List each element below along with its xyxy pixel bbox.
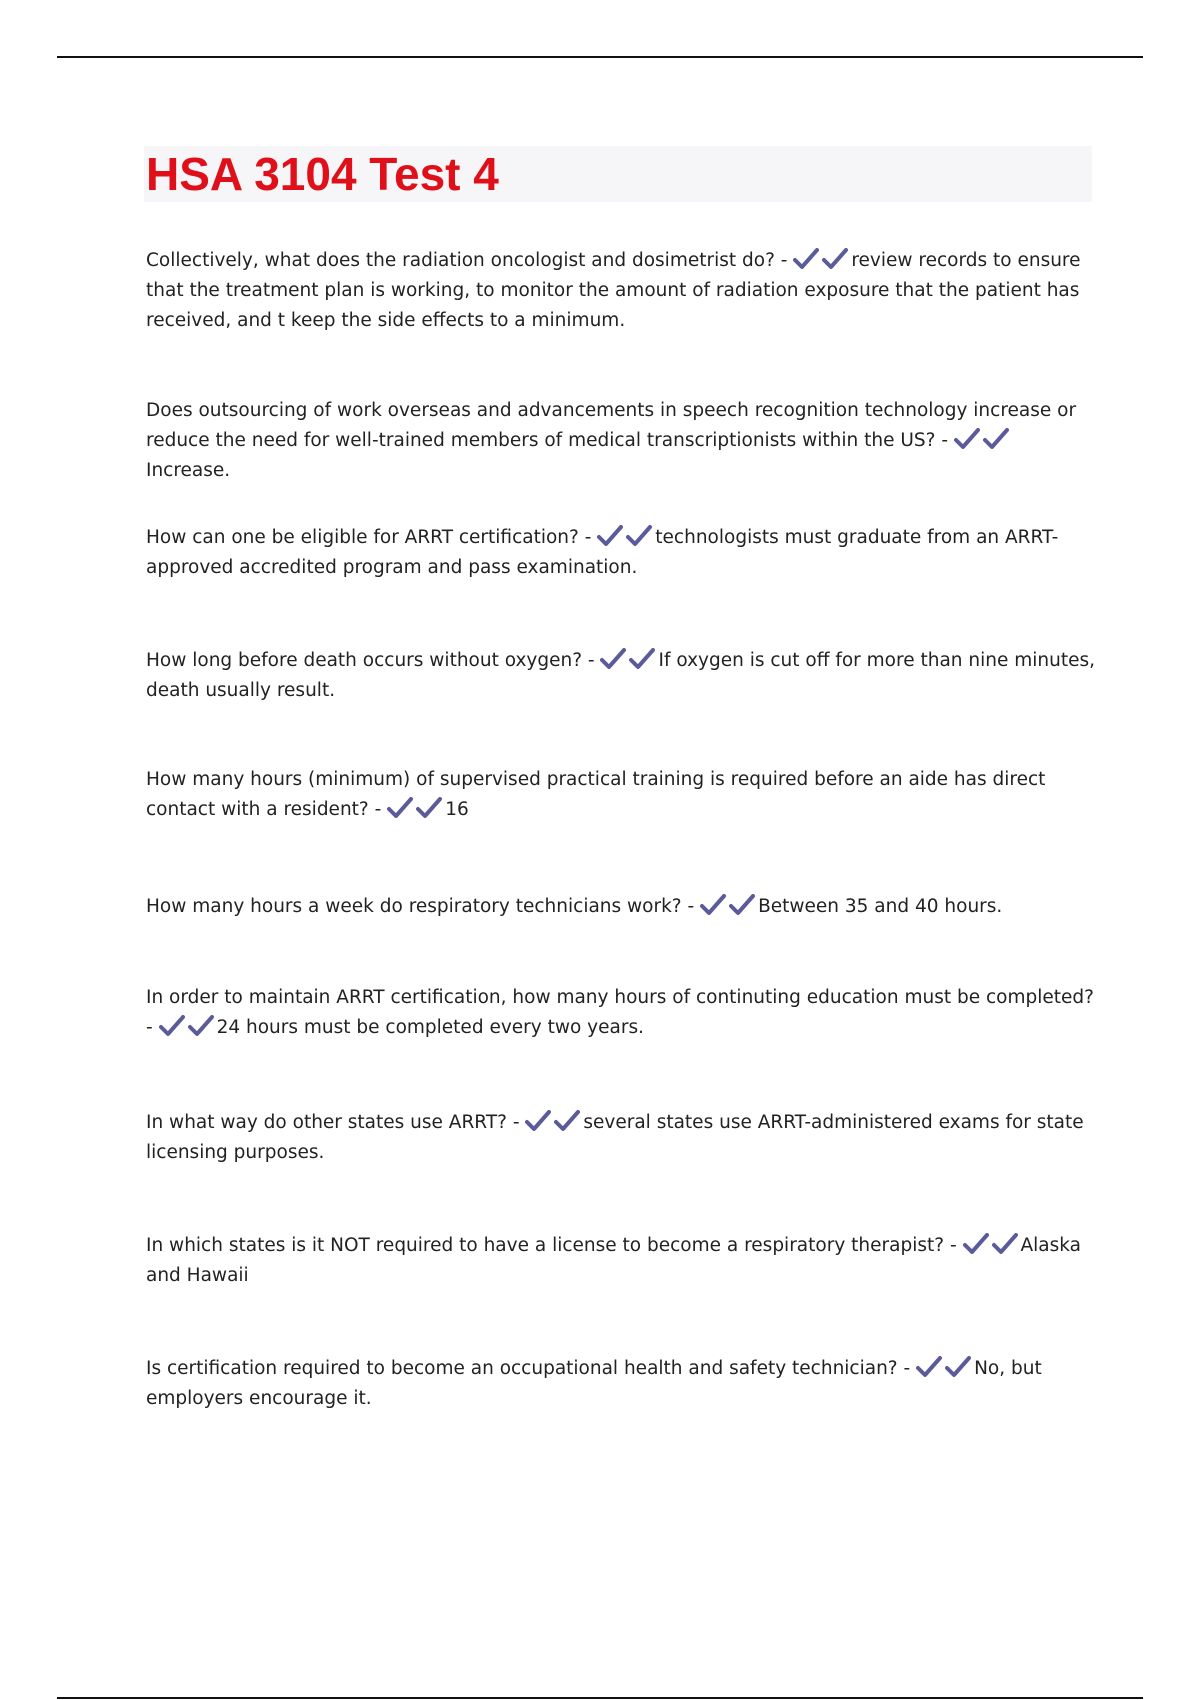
document-title: HSA 3104 Test 4 — [146, 148, 499, 200]
question-text: How can one be eligible for ARRT certification? — [146, 527, 579, 548]
answer-text: 24 hours must be completed every two years. — [216, 1017, 644, 1038]
qa-item — [146, 892, 1096, 922]
bottom-rule — [57, 1697, 1143, 1699]
answer-text: 16 — [445, 799, 469, 820]
separator: - — [368, 799, 388, 820]
checkmark-icon — [188, 1015, 214, 1037]
checkmark-icon — [992, 1233, 1018, 1255]
answer-text: Between 35 and 40 hours. — [758, 896, 1003, 917]
checkmark-icon — [729, 894, 755, 916]
checkmark-icon — [963, 1233, 989, 1255]
question-text: How many hours a week do respiratory technicians work? — [146, 896, 682, 917]
checkmark-icon — [793, 248, 819, 270]
qa-item — [146, 983, 1096, 1043]
separator: - — [506, 1112, 526, 1133]
qa-item — [146, 1354, 1096, 1414]
qa-item — [146, 765, 1096, 825]
separator: - — [146, 1017, 159, 1038]
answer-text: Increase. — [146, 460, 231, 481]
separator: - — [897, 1358, 917, 1379]
question-text: Does outsourcing of work overseas and advancements in speech recognition technology increase or reduce the need for well-trained members of medical transcriptionists within the US? — [146, 400, 1077, 451]
question-text: Is certification required to become an occupational health and safety technician? — [146, 1358, 898, 1379]
question-text: In which states is it NOT required to have a license to become a respiratory therapist? — [146, 1235, 945, 1256]
checkmark-icon — [954, 428, 980, 450]
qa-item — [146, 523, 1096, 583]
top-rule — [57, 56, 1143, 58]
qa-item — [146, 396, 1096, 486]
checkmark-icon — [626, 525, 652, 547]
checkmark-icon — [700, 894, 726, 916]
separator: - — [578, 527, 598, 548]
answer-text: No, but employers encourage it. — [146, 1358, 1042, 1409]
separator: - — [935, 430, 954, 451]
checkmark-icon — [554, 1110, 580, 1132]
checkmark-icon — [916, 1356, 942, 1378]
qa-item — [146, 246, 1096, 336]
answer-text: review records to ensure that the treatment plan is working, to monitor the amount of radiation exposure that the patient has received, and t keep the side effects to a minimum. — [146, 250, 1081, 331]
qa-item — [146, 646, 1096, 706]
checkmark-icon — [597, 525, 623, 547]
question-text: Collectively, what does the radiation oncologist and dosimetrist do? — [146, 250, 775, 271]
checkmark-icon — [822, 248, 848, 270]
answer-text: If oxygen is cut off for more than nine minutes, death usually result. — [146, 650, 1096, 701]
separator: - — [681, 896, 701, 917]
checkmark-icon — [983, 428, 1009, 450]
answer-text: several states use ARRT-administered exams for state licensing purposes. — [146, 1112, 1084, 1163]
answer-text: technologists must graduate from an ARRT-approved accredited program and pass examination. — [146, 527, 1059, 578]
checkmark-icon — [159, 1015, 185, 1037]
answer-text: Alaska and Hawaii — [146, 1235, 1081, 1286]
qa-item — [146, 1108, 1096, 1168]
separator: - — [582, 650, 601, 671]
question-text: How many hours (minimum) of supervised practical training is required before an aide has direct contact with a resident? — [146, 769, 1046, 820]
checkmark-icon — [387, 797, 413, 819]
checkmark-icon — [629, 648, 655, 670]
checkmark-icon — [600, 648, 626, 670]
question-text: In order to maintain ARRT certification, how many hours of continuting education must be completed? — [146, 987, 1094, 1008]
question-text: In what way do other states use ARRT? — [146, 1112, 507, 1133]
separator: - — [774, 250, 794, 271]
checkmark-icon — [416, 797, 442, 819]
question-text: How long before death occurs without oxygen? — [146, 650, 583, 671]
qa-item — [146, 1231, 1096, 1291]
separator: - — [944, 1235, 963, 1256]
checkmark-icon — [945, 1356, 971, 1378]
checkmark-icon — [525, 1110, 551, 1132]
